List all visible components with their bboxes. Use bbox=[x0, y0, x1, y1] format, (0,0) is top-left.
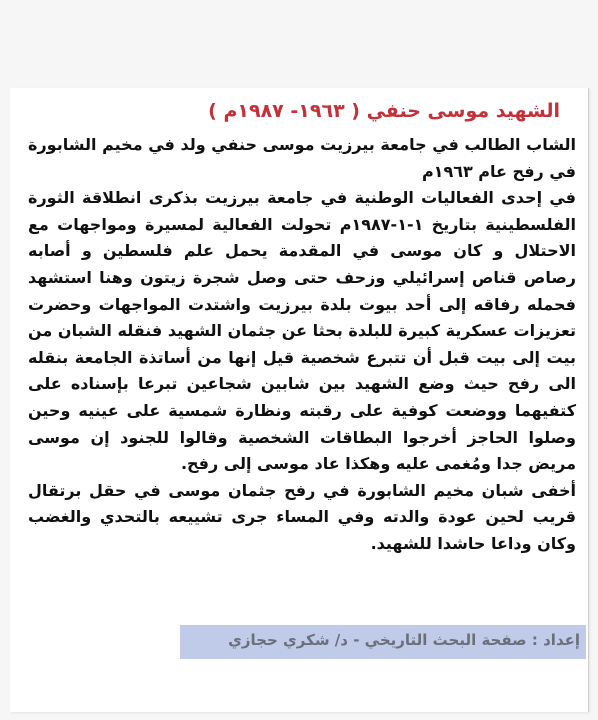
document-body bbox=[28, 132, 576, 558]
paragraph-birth: الشاب الطالب في جامعة بيرزيت موسى حنفي ولد في مخيم الشابورة في رفح عام ١٩٦٣م bbox=[28, 135, 576, 181]
document-title: الشهيد موسى حنفي ( ١٩٦٣- ١٩٨٧م ) bbox=[208, 100, 560, 122]
paragraph-funeral: أخفى شبان مخيم الشابورة في رفح جثمان موسى في حقل برتقال قريب لحين عودة والدته وفي المساء جرى تشييعه بالتحدي والغضب وكان وداعا حاشدا للشهيد. bbox=[28, 480, 576, 553]
credit-bar bbox=[180, 625, 586, 659]
document-card bbox=[10, 88, 589, 712]
credit-text: إعداد : صفحة البحث التاريخي - د/ شكري حجازي bbox=[228, 631, 580, 649]
paragraph-martyrdom: في إحدى الفعاليات الوطنية في جامعة بيرزيت بذكرى انطلاقة الثورة الفلسطينية بتاريخ ١-١-١٩٨٧م تحولت الفعالية لمسيرة ومواجهات مع الاحتلال و كان موسى في المقدمة يحمل علم فلسطين و أصابه رصاص قناص إسرائيلي وزحف حتى وصل شجرة زيتون وهنا استشهد فحمله رفاقه إلى أحد بيوت بلدة بيرزيت واشتدت المواجهات وحضرت تعزيزات عسكرية كبيرة للبلدة بحثا عن جثمان الشهيد فنقله الشبان من بيت إلى بيت قبل أن تتبرع شخصية قيل إنها من أساتذة الجامعة بنقله الى رفح حيث وضع الشهيد بين شابين شجاعين تبرعا بإسناده على كتفيهما ووضعت كوفية على رقبته ونظارة شمسية على عينيه وحين وصلوا الحاجز أخرجوا البطاقات الشخصية وقالوا للجنود إن موسى مريض جدا ومُغمى عليه وهكذا عاد موسى إلى رفح. bbox=[28, 188, 577, 474]
